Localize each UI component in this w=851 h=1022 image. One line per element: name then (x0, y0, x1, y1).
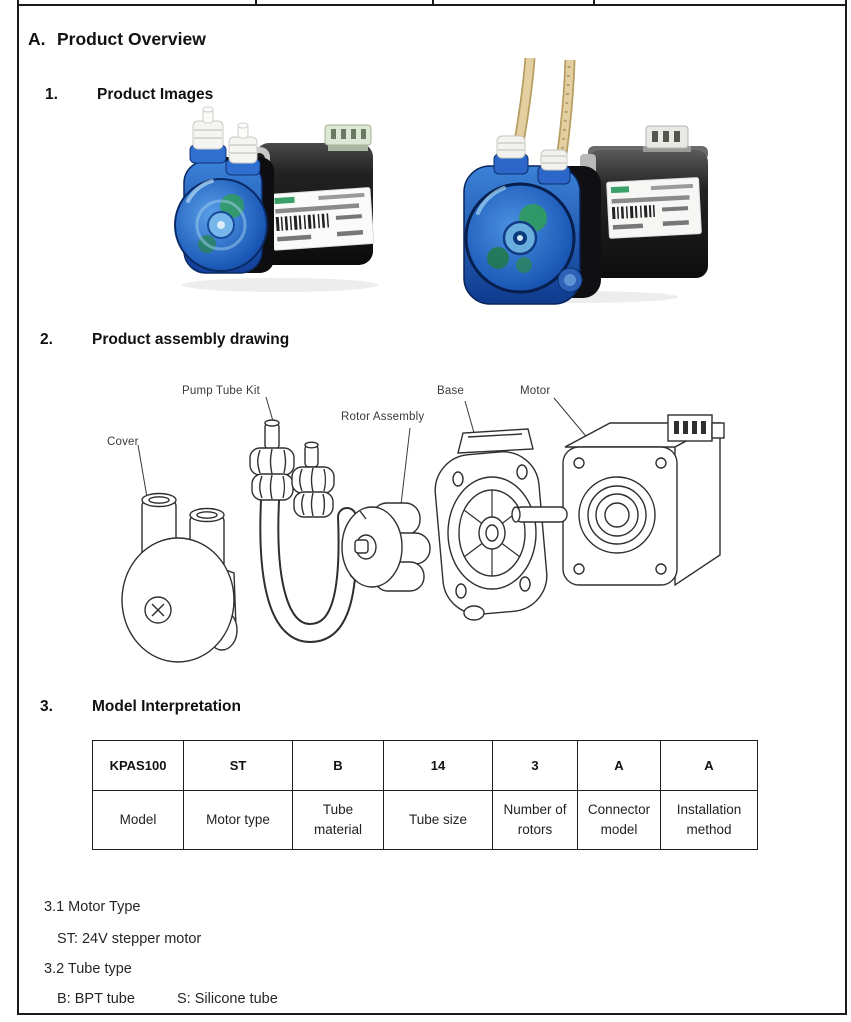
section-heading-assembly-drawing (40, 331, 289, 349)
page-border-bottom (17, 1013, 847, 1015)
note-motor-type-heading: 3.1 Motor Type (44, 899, 141, 915)
model-code-cell: 3 (493, 741, 578, 791)
connector-pin (341, 129, 346, 139)
assembly-label-tube-kit: Pump Tube Kit (182, 385, 261, 397)
pump-front-photo (438, 58, 733, 306)
rotor-assembly-drawing (342, 503, 430, 591)
page-title (28, 29, 206, 50)
model-meanings-row (93, 791, 758, 850)
model-code-cell: A (661, 741, 758, 791)
model-codes-row (93, 741, 758, 791)
section-number: 1. (45, 86, 58, 103)
model-code-cell: 14 (384, 741, 493, 791)
note-tube-type-b: B: BPT tube (57, 991, 135, 1007)
product-label (607, 178, 702, 239)
connector-pin (674, 131, 680, 142)
page-border-left (17, 0, 19, 1015)
cover-drawing (122, 494, 237, 663)
model-code-cell: A (578, 741, 661, 791)
face-hub-dot (217, 221, 225, 229)
model-meaning-cell: Tube material (293, 791, 384, 850)
face-hub-dot (517, 235, 523, 241)
page-title-text: Product Overview (57, 29, 206, 49)
model-meaning-cell: Tube size (384, 791, 493, 850)
port-cap (494, 136, 528, 174)
model-interpretation-table (92, 740, 758, 850)
page-title-letter: A. (28, 29, 46, 49)
model-code-cell: B (293, 741, 384, 791)
brand-logo (611, 186, 629, 193)
note-tube-type-s: S: Silicone tube (177, 991, 278, 1007)
base-drawing (432, 429, 550, 620)
model-meaning-cell: Installation method (661, 791, 758, 850)
model-meaning-cell: Motor type (184, 791, 293, 850)
port-cap (538, 150, 570, 184)
assembly-label-cover: Cover (107, 436, 139, 448)
page-border-right (845, 0, 847, 1015)
top-table-fragment-divider (593, 0, 595, 5)
section-number: 2. (40, 331, 53, 348)
assembly-label-motor: Motor (520, 385, 551, 397)
connector-pin (351, 129, 356, 139)
exploded-view (60, 375, 840, 675)
note-motor-type-detail: ST: 24V stepper motor (57, 931, 202, 947)
connector-pin (652, 131, 658, 142)
section-heading-model-interpretation (40, 698, 241, 716)
top-table-fragment-divider (255, 0, 257, 5)
port-cap (190, 107, 226, 163)
top-table-fragment-divider (432, 0, 434, 5)
connector-pin (663, 131, 669, 142)
pump-side-photo (160, 105, 395, 295)
connector-pin (361, 129, 366, 139)
model-code-cell: KPAS100 (93, 741, 184, 791)
rotor-green-glimpse (487, 247, 509, 269)
model-meaning-cell: Model (93, 791, 184, 850)
assembly-drawing (60, 375, 840, 675)
assembly-label-base: Base (437, 385, 465, 397)
model-meaning-cell: Connector model (578, 791, 661, 850)
connector-base (328, 145, 368, 151)
model-meaning-cell: Number of rotors (493, 791, 578, 850)
connector-pin (331, 129, 336, 139)
photo-shadow (182, 278, 378, 292)
rotor-green-glimpse (516, 257, 532, 273)
model-code-cell: ST (184, 741, 293, 791)
section-title: Product Images (97, 86, 214, 103)
section-heading-product-images (45, 86, 213, 104)
section-title: Model Interpretation (92, 698, 241, 715)
product-photo-left (160, 105, 395, 295)
head-foot-boss-inner (564, 274, 576, 286)
assembly-label-rotor: Rotor Assembly (341, 411, 425, 423)
note-tube-type-heading: 3.2 Tube type (44, 961, 132, 977)
section-title: Product assembly drawing (92, 331, 290, 348)
product-label (270, 187, 374, 250)
section-number: 3. (40, 698, 53, 715)
tube-kit-drawing (250, 420, 348, 633)
port-cap (226, 123, 260, 175)
product-photo-right (438, 58, 733, 306)
